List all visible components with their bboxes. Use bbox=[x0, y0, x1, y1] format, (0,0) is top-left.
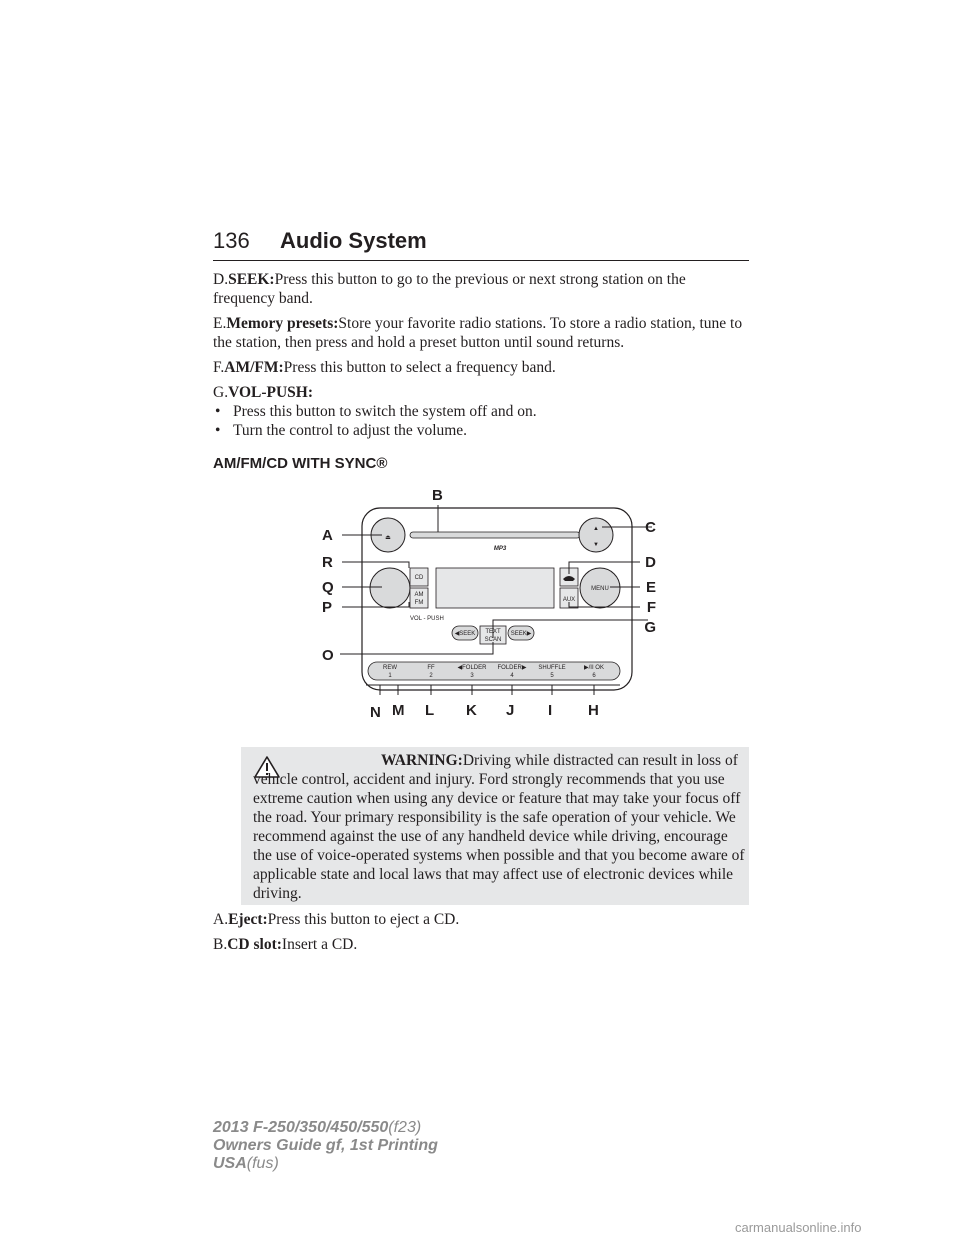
mp3-label: MP3 bbox=[493, 546, 507, 552]
callout-m: M bbox=[392, 702, 405, 719]
callout-k: K bbox=[466, 702, 477, 719]
callout-p: P bbox=[322, 599, 333, 616]
warning-text: WARNING:Driving while distracted can result in loss of vehicle control, accident and injury. Ford strongly recommends that you use extreme caution when using any device or feature that may take your focus off the road. Your primary responsibility is the safe operation of your vehicle. We recommend against the use of any handheld device while driving, encourage the use of voice-operated systems when possible and that you become aware of applicable state and local laws that may affect use of electronic devices while driving. bbox=[253, 752, 745, 902]
callout-q: Q bbox=[322, 579, 334, 596]
radio-diagram bbox=[300, 480, 660, 720]
subheading: AM/FM/CD WITH SYNC® bbox=[213, 455, 388, 472]
item-g: G.VOL-PUSH: bbox=[213, 384, 314, 401]
callout-h: H bbox=[588, 702, 599, 719]
svg-text:CD: CD bbox=[414, 575, 424, 581]
watermark: carmanualsonline.info bbox=[735, 1220, 862, 1235]
section-title: Audio System bbox=[280, 228, 427, 253]
page-header bbox=[213, 228, 749, 261]
preset-label: ▶/II OK bbox=[584, 665, 604, 671]
footer-line-region: USA(fus) bbox=[213, 1155, 279, 1172]
preset-label: FF bbox=[427, 665, 435, 671]
preset-label: SHUFFLE bbox=[538, 665, 566, 671]
footer-line-model: 2013 F-250/350/450/550(f23) bbox=[213, 1119, 422, 1136]
preset-label: FOLDER▶ bbox=[497, 665, 527, 671]
bullet-item: • Turn the control to adjust the volume. bbox=[215, 422, 468, 439]
bullet-symbol: • bbox=[215, 403, 221, 420]
callout-c: C bbox=[645, 519, 656, 536]
preset-number: 6 bbox=[592, 673, 596, 679]
callout-e: E bbox=[645, 579, 656, 596]
item-a: A.Eject:Press this button to eject a CD. bbox=[213, 911, 460, 928]
svg-text:AM: AM bbox=[414, 592, 424, 598]
vol-push-label: VOL - PUSH bbox=[410, 616, 444, 622]
volume-knob bbox=[370, 568, 410, 608]
page-number: 136 bbox=[213, 228, 250, 253]
preset-label: REW bbox=[383, 665, 397, 671]
eject-icon: ⏏ bbox=[385, 535, 391, 541]
preset-number: 2 bbox=[429, 673, 433, 679]
footer-line-guide: Owners Guide gf, 1st Printing bbox=[213, 1137, 438, 1154]
callout-n: N bbox=[370, 704, 381, 720]
callout-o: O bbox=[322, 647, 334, 664]
top-definitions bbox=[213, 270, 749, 440]
warning-term: WARNING: bbox=[381, 752, 463, 769]
callout-b: B bbox=[432, 487, 443, 504]
svg-text:AUX: AUX bbox=[562, 597, 576, 603]
cd-slot bbox=[410, 532, 580, 538]
svg-text:SEEK▶: SEEK▶ bbox=[510, 631, 532, 637]
item-e: E.Memory presets:Store your favorite radio stations. To store a radio station, tune to the station, then press and hold a preset button until sound returns. bbox=[213, 315, 743, 351]
bottom-definitions bbox=[213, 910, 749, 954]
preset-bar bbox=[368, 662, 620, 680]
page-footer bbox=[213, 1119, 438, 1173]
svg-text:TEXT: TEXT bbox=[485, 629, 501, 635]
bullet-item: • Press this button to switch the system off and on. bbox=[215, 403, 537, 420]
item-b: B.CD slot:Insert a CD. bbox=[213, 936, 358, 953]
bullet-symbol: • bbox=[215, 422, 221, 439]
svg-text:SCAN: SCAN bbox=[484, 637, 502, 643]
display-screen bbox=[436, 568, 554, 608]
callout-d: D bbox=[645, 554, 656, 571]
preset-number: 5 bbox=[550, 673, 554, 679]
callout-f: F bbox=[646, 599, 656, 616]
callout-a: A bbox=[322, 527, 333, 544]
preset-label: ◀FOLDER bbox=[457, 665, 487, 671]
preset-number: 3 bbox=[470, 673, 474, 679]
callout-l: L bbox=[425, 702, 435, 719]
svg-text:FM: FM bbox=[414, 600, 424, 606]
item-f: F.AM/FM:Press this button to select a frequency band. bbox=[213, 359, 556, 376]
svg-text:MENU: MENU bbox=[591, 586, 609, 592]
up-arrow-icon: ▲ bbox=[593, 526, 599, 532]
callout-g: G bbox=[644, 619, 656, 636]
callout-r: R bbox=[322, 554, 333, 571]
warning-box bbox=[241, 747, 749, 905]
callout-j: J bbox=[506, 702, 515, 719]
preset-number: 1 bbox=[388, 673, 392, 679]
svg-text:◀SEEK: ◀SEEK bbox=[454, 631, 476, 637]
preset-number: 4 bbox=[510, 673, 514, 679]
down-arrow-icon: ▼ bbox=[593, 542, 599, 548]
item-d: D.SEEK:Press this button to go to the previous or next strong station on the frequency band. bbox=[213, 271, 686, 307]
callout-i: I bbox=[548, 702, 553, 719]
